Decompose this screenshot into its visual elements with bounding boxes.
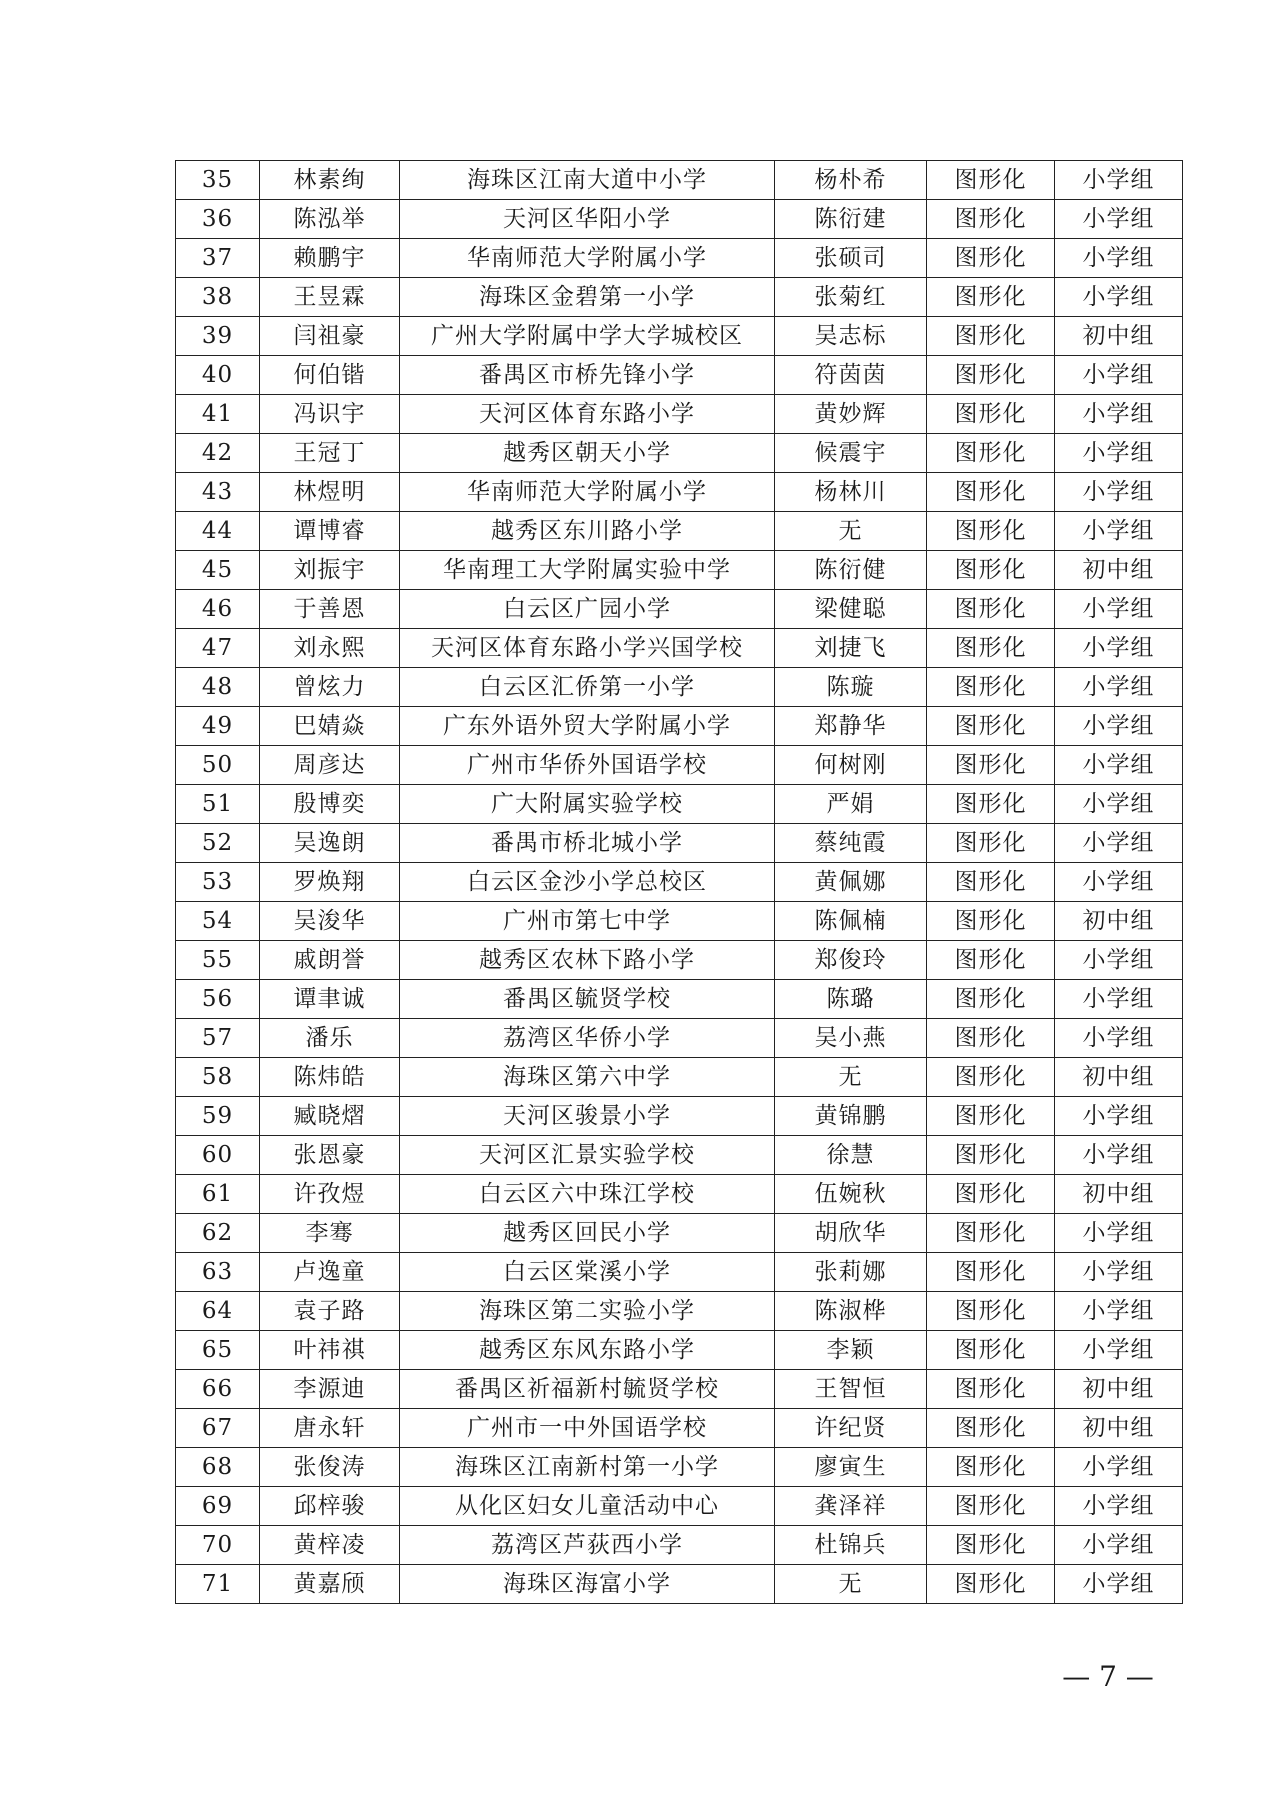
school-name-cell: 海珠区江南大道中小学 [400, 161, 775, 200]
category-cell: 图形化 [927, 1370, 1055, 1409]
group-cell: 小学组 [1055, 1526, 1183, 1565]
row-number-cell: 58 [176, 1058, 260, 1097]
group-cell: 初中组 [1055, 1370, 1183, 1409]
school-name-cell: 越秀区回民小学 [400, 1214, 775, 1253]
student-name-cell: 黄梓凌 [260, 1526, 400, 1565]
category-cell: 图形化 [927, 1331, 1055, 1370]
school-name-cell: 华南师范大学附属小学 [400, 239, 775, 278]
row-number-cell: 55 [176, 941, 260, 980]
table-row [176, 278, 1183, 317]
student-name-cell: 黄嘉颀 [260, 1565, 400, 1604]
group-cell: 小学组 [1055, 1448, 1183, 1487]
school-name-cell: 广州市华侨外国语学校 [400, 746, 775, 785]
category-cell: 图形化 [927, 1565, 1055, 1604]
table-row [176, 1331, 1183, 1370]
category-cell: 图形化 [927, 1409, 1055, 1448]
school-name-cell: 广州市第七中学 [400, 902, 775, 941]
school-name-cell: 天河区汇景实验学校 [400, 1136, 775, 1175]
group-cell: 小学组 [1055, 590, 1183, 629]
row-number-cell: 65 [176, 1331, 260, 1370]
teacher-name-cell: 徐慧 [775, 1136, 927, 1175]
student-name-cell: 殷博奕 [260, 785, 400, 824]
category-cell: 图形化 [927, 473, 1055, 512]
school-name-cell: 海珠区海富小学 [400, 1565, 775, 1604]
student-name-cell: 罗焕翔 [260, 863, 400, 902]
group-cell: 小学组 [1055, 629, 1183, 668]
table-row [176, 707, 1183, 746]
table-row [176, 356, 1183, 395]
category-cell: 图形化 [927, 629, 1055, 668]
school-name-cell: 广东外语外贸大学附属小学 [400, 707, 775, 746]
row-number-cell: 45 [176, 551, 260, 590]
group-cell: 小学组 [1055, 278, 1183, 317]
table-row [176, 434, 1183, 473]
category-cell: 图形化 [927, 1136, 1055, 1175]
table-row [176, 1526, 1183, 1565]
group-cell: 小学组 [1055, 1253, 1183, 1292]
category-cell: 图形化 [927, 161, 1055, 200]
teacher-name-cell: 候震宇 [775, 434, 927, 473]
table-row [176, 863, 1183, 902]
row-number-cell: 36 [176, 200, 260, 239]
row-number-cell: 46 [176, 590, 260, 629]
student-name-cell: 周彦达 [260, 746, 400, 785]
category-cell: 图形化 [927, 668, 1055, 707]
group-cell: 小学组 [1055, 668, 1183, 707]
student-name-cell: 袁子路 [260, 1292, 400, 1331]
group-cell: 小学组 [1055, 1292, 1183, 1331]
page-number: — 7 — [1062, 1660, 1154, 1693]
teacher-name-cell: 王智恒 [775, 1370, 927, 1409]
row-number-cell: 39 [176, 317, 260, 356]
teacher-name-cell: 梁健聪 [775, 590, 927, 629]
school-name-cell: 天河区体育东路小学 [400, 395, 775, 434]
group-cell: 小学组 [1055, 824, 1183, 863]
table-row [176, 746, 1183, 785]
school-name-cell: 白云区广园小学 [400, 590, 775, 629]
group-cell: 小学组 [1055, 356, 1183, 395]
row-number-cell: 56 [176, 980, 260, 1019]
row-number-cell: 67 [176, 1409, 260, 1448]
category-cell: 图形化 [927, 200, 1055, 239]
teacher-name-cell: 吴小燕 [775, 1019, 927, 1058]
row-number-cell: 50 [176, 746, 260, 785]
teacher-name-cell: 许纪贤 [775, 1409, 927, 1448]
teacher-name-cell: 杨林川 [775, 473, 927, 512]
student-name-cell: 何伯锴 [260, 356, 400, 395]
group-cell: 小学组 [1055, 746, 1183, 785]
teacher-name-cell: 陈淑桦 [775, 1292, 927, 1331]
student-name-cell: 臧晓熠 [260, 1097, 400, 1136]
row-number-cell: 68 [176, 1448, 260, 1487]
student-name-cell: 冯识宇 [260, 395, 400, 434]
category-cell: 图形化 [927, 941, 1055, 980]
category-cell: 图形化 [927, 824, 1055, 863]
teacher-name-cell: 符茵茵 [775, 356, 927, 395]
school-name-cell: 华南理工大学附属实验中学 [400, 551, 775, 590]
school-name-cell: 越秀区东川路小学 [400, 512, 775, 551]
row-number-cell: 54 [176, 902, 260, 941]
teacher-name-cell: 陈佩楠 [775, 902, 927, 941]
table-row [176, 161, 1183, 200]
category-cell: 图形化 [927, 551, 1055, 590]
teacher-name-cell: 郑俊玲 [775, 941, 927, 980]
teacher-name-cell: 蔡纯霞 [775, 824, 927, 863]
table-row [176, 1214, 1183, 1253]
category-cell: 图形化 [927, 1448, 1055, 1487]
table-row [176, 1370, 1183, 1409]
teacher-name-cell: 吴志标 [775, 317, 927, 356]
school-name-cell: 广大附属实验学校 [400, 785, 775, 824]
student-name-cell: 谭博睿 [260, 512, 400, 551]
table-row [176, 239, 1183, 278]
category-cell: 图形化 [927, 1058, 1055, 1097]
student-name-cell: 邱梓骏 [260, 1487, 400, 1526]
row-number-cell: 61 [176, 1175, 260, 1214]
student-name-cell: 王冠丁 [260, 434, 400, 473]
group-cell: 小学组 [1055, 863, 1183, 902]
category-cell: 图形化 [927, 590, 1055, 629]
group-cell: 小学组 [1055, 395, 1183, 434]
school-name-cell: 荔湾区华侨小学 [400, 1019, 775, 1058]
teacher-name-cell: 无 [775, 1058, 927, 1097]
category-cell: 图形化 [927, 434, 1055, 473]
group-cell: 小学组 [1055, 512, 1183, 551]
category-cell: 图形化 [927, 1019, 1055, 1058]
student-name-cell: 许孜煜 [260, 1175, 400, 1214]
category-cell: 图形化 [927, 239, 1055, 278]
teacher-name-cell: 刘捷飞 [775, 629, 927, 668]
school-name-cell: 白云区棠溪小学 [400, 1253, 775, 1292]
table-row [176, 941, 1183, 980]
row-number-cell: 66 [176, 1370, 260, 1409]
category-cell: 图形化 [927, 1487, 1055, 1526]
table-row [176, 1058, 1183, 1097]
award-roster-table [175, 160, 1183, 1604]
table-row [176, 473, 1183, 512]
group-cell: 小学组 [1055, 785, 1183, 824]
school-name-cell: 广州市一中外国语学校 [400, 1409, 775, 1448]
school-name-cell: 白云区六中珠江学校 [400, 1175, 775, 1214]
school-name-cell: 海珠区第六中学 [400, 1058, 775, 1097]
table-row [176, 902, 1183, 941]
group-cell: 小学组 [1055, 941, 1183, 980]
group-cell: 初中组 [1055, 902, 1183, 941]
teacher-name-cell: 无 [775, 1565, 927, 1604]
group-cell: 小学组 [1055, 239, 1183, 278]
teacher-name-cell: 黄佩娜 [775, 863, 927, 902]
teacher-name-cell: 伍婉秋 [775, 1175, 927, 1214]
category-cell: 图形化 [927, 1097, 1055, 1136]
group-cell: 小学组 [1055, 1097, 1183, 1136]
group-cell: 小学组 [1055, 1136, 1183, 1175]
teacher-name-cell: 陈衍建 [775, 200, 927, 239]
school-name-cell: 荔湾区芦荻西小学 [400, 1526, 775, 1565]
table-row [176, 317, 1183, 356]
table-row [176, 824, 1183, 863]
group-cell: 小学组 [1055, 1019, 1183, 1058]
table-row [176, 551, 1183, 590]
table-row [176, 629, 1183, 668]
student-name-cell: 王昱霖 [260, 278, 400, 317]
school-name-cell: 越秀区朝天小学 [400, 434, 775, 473]
category-cell: 图形化 [927, 1175, 1055, 1214]
row-number-cell: 40 [176, 356, 260, 395]
category-cell: 图形化 [927, 746, 1055, 785]
student-name-cell: 吴浚华 [260, 902, 400, 941]
table-row [176, 785, 1183, 824]
student-name-cell: 于善恩 [260, 590, 400, 629]
row-number-cell: 52 [176, 824, 260, 863]
teacher-name-cell: 陈璇 [775, 668, 927, 707]
category-cell: 图形化 [927, 1292, 1055, 1331]
group-cell: 小学组 [1055, 1331, 1183, 1370]
table-row [176, 395, 1183, 434]
row-number-cell: 35 [176, 161, 260, 200]
category-cell: 图形化 [927, 980, 1055, 1019]
group-cell: 初中组 [1055, 317, 1183, 356]
row-number-cell: 57 [176, 1019, 260, 1058]
category-cell: 图形化 [927, 1253, 1055, 1292]
teacher-name-cell: 陈衍健 [775, 551, 927, 590]
student-name-cell: 潘乐 [260, 1019, 400, 1058]
teacher-name-cell: 张莉娜 [775, 1253, 927, 1292]
row-number-cell: 42 [176, 434, 260, 473]
teacher-name-cell: 张硕司 [775, 239, 927, 278]
group-cell: 小学组 [1055, 161, 1183, 200]
group-cell: 小学组 [1055, 200, 1183, 239]
school-name-cell: 越秀区农林下路小学 [400, 941, 775, 980]
student-name-cell: 张俊涛 [260, 1448, 400, 1487]
teacher-name-cell: 李颖 [775, 1331, 927, 1370]
row-number-cell: 41 [176, 395, 260, 434]
teacher-name-cell: 龚泽祥 [775, 1487, 927, 1526]
school-name-cell: 海珠区金碧第一小学 [400, 278, 775, 317]
row-number-cell: 70 [176, 1526, 260, 1565]
category-cell: 图形化 [927, 278, 1055, 317]
group-cell: 小学组 [1055, 1214, 1183, 1253]
row-number-cell: 51 [176, 785, 260, 824]
category-cell: 图形化 [927, 1214, 1055, 1253]
group-cell: 初中组 [1055, 1409, 1183, 1448]
table-row [176, 1136, 1183, 1175]
school-name-cell: 番禺市桥北城小学 [400, 824, 775, 863]
row-number-cell: 60 [176, 1136, 260, 1175]
category-cell: 图形化 [927, 902, 1055, 941]
table-row [176, 1292, 1183, 1331]
school-name-cell: 白云区汇侨第一小学 [400, 668, 775, 707]
school-name-cell: 番禺区毓贤学校 [400, 980, 775, 1019]
table-row [176, 200, 1183, 239]
school-name-cell: 广州大学附属中学大学城校区 [400, 317, 775, 356]
teacher-name-cell: 胡欣华 [775, 1214, 927, 1253]
row-number-cell: 69 [176, 1487, 260, 1526]
student-name-cell: 戚朗誉 [260, 941, 400, 980]
roster-table-body [176, 161, 1183, 1604]
table-row [176, 590, 1183, 629]
teacher-name-cell: 杨朴希 [775, 161, 927, 200]
table-row [176, 1175, 1183, 1214]
teacher-name-cell: 何树刚 [775, 746, 927, 785]
teacher-name-cell: 陈璐 [775, 980, 927, 1019]
school-name-cell: 华南师范大学附属小学 [400, 473, 775, 512]
student-name-cell: 李骞 [260, 1214, 400, 1253]
student-name-cell: 唐永轩 [260, 1409, 400, 1448]
category-cell: 图形化 [927, 356, 1055, 395]
row-number-cell: 59 [176, 1097, 260, 1136]
table-row [176, 1565, 1183, 1604]
group-cell: 小学组 [1055, 1487, 1183, 1526]
category-cell: 图形化 [927, 707, 1055, 746]
table-row [176, 1019, 1183, 1058]
student-name-cell: 赖鹏宇 [260, 239, 400, 278]
school-name-cell: 从化区妇女儿童活动中心 [400, 1487, 775, 1526]
student-name-cell: 李源迪 [260, 1370, 400, 1409]
teacher-name-cell: 严娟 [775, 785, 927, 824]
school-name-cell: 天河区体育东路小学兴国学校 [400, 629, 775, 668]
student-name-cell: 刘振宇 [260, 551, 400, 590]
group-cell: 小学组 [1055, 980, 1183, 1019]
student-name-cell: 吴逸朗 [260, 824, 400, 863]
student-name-cell: 陈泓举 [260, 200, 400, 239]
group-cell: 初中组 [1055, 1175, 1183, 1214]
row-number-cell: 38 [176, 278, 260, 317]
school-name-cell: 越秀区东风东路小学 [400, 1331, 775, 1370]
student-name-cell: 巴婧焱 [260, 707, 400, 746]
student-name-cell: 卢逸童 [260, 1253, 400, 1292]
student-name-cell: 刘永熙 [260, 629, 400, 668]
school-name-cell: 白云区金沙小学总校区 [400, 863, 775, 902]
school-name-cell: 番禺区祈福新村毓贤学校 [400, 1370, 775, 1409]
table-row [176, 668, 1183, 707]
row-number-cell: 63 [176, 1253, 260, 1292]
school-name-cell: 海珠区江南新村第一小学 [400, 1448, 775, 1487]
category-cell: 图形化 [927, 395, 1055, 434]
student-name-cell: 闫祖豪 [260, 317, 400, 356]
row-number-cell: 71 [176, 1565, 260, 1604]
teacher-name-cell: 廖寅生 [775, 1448, 927, 1487]
row-number-cell: 37 [176, 239, 260, 278]
teacher-name-cell: 黄锦鹏 [775, 1097, 927, 1136]
school-name-cell: 海珠区第二实验小学 [400, 1292, 775, 1331]
student-name-cell: 林煜明 [260, 473, 400, 512]
table-row [176, 1487, 1183, 1526]
group-cell: 小学组 [1055, 707, 1183, 746]
row-number-cell: 47 [176, 629, 260, 668]
row-number-cell: 62 [176, 1214, 260, 1253]
student-name-cell: 叶祎祺 [260, 1331, 400, 1370]
row-number-cell: 44 [176, 512, 260, 551]
category-cell: 图形化 [927, 1526, 1055, 1565]
school-name-cell: 天河区骏景小学 [400, 1097, 775, 1136]
teacher-name-cell: 无 [775, 512, 927, 551]
teacher-name-cell: 张菊红 [775, 278, 927, 317]
group-cell: 小学组 [1055, 1565, 1183, 1604]
category-cell: 图形化 [927, 785, 1055, 824]
group-cell: 小学组 [1055, 473, 1183, 512]
table-row [176, 1448, 1183, 1487]
student-name-cell: 林素绚 [260, 161, 400, 200]
category-cell: 图形化 [927, 512, 1055, 551]
teacher-name-cell: 黄妙辉 [775, 395, 927, 434]
table-row [176, 980, 1183, 1019]
student-name-cell: 谭聿诚 [260, 980, 400, 1019]
student-name-cell: 曾炫力 [260, 668, 400, 707]
row-number-cell: 64 [176, 1292, 260, 1331]
group-cell: 初中组 [1055, 551, 1183, 590]
table-row [176, 1409, 1183, 1448]
teacher-name-cell: 杜锦兵 [775, 1526, 927, 1565]
table-row [176, 1253, 1183, 1292]
row-number-cell: 53 [176, 863, 260, 902]
table-row [176, 1097, 1183, 1136]
student-name-cell: 陈炜皓 [260, 1058, 400, 1097]
row-number-cell: 49 [176, 707, 260, 746]
group-cell: 小学组 [1055, 434, 1183, 473]
table-row [176, 512, 1183, 551]
group-cell: 初中组 [1055, 1058, 1183, 1097]
student-name-cell: 张恩豪 [260, 1136, 400, 1175]
row-number-cell: 43 [176, 473, 260, 512]
teacher-name-cell: 郑静华 [775, 707, 927, 746]
school-name-cell: 天河区华阳小学 [400, 200, 775, 239]
row-number-cell: 48 [176, 668, 260, 707]
school-name-cell: 番禺区市桥先锋小学 [400, 356, 775, 395]
category-cell: 图形化 [927, 863, 1055, 902]
category-cell: 图形化 [927, 317, 1055, 356]
